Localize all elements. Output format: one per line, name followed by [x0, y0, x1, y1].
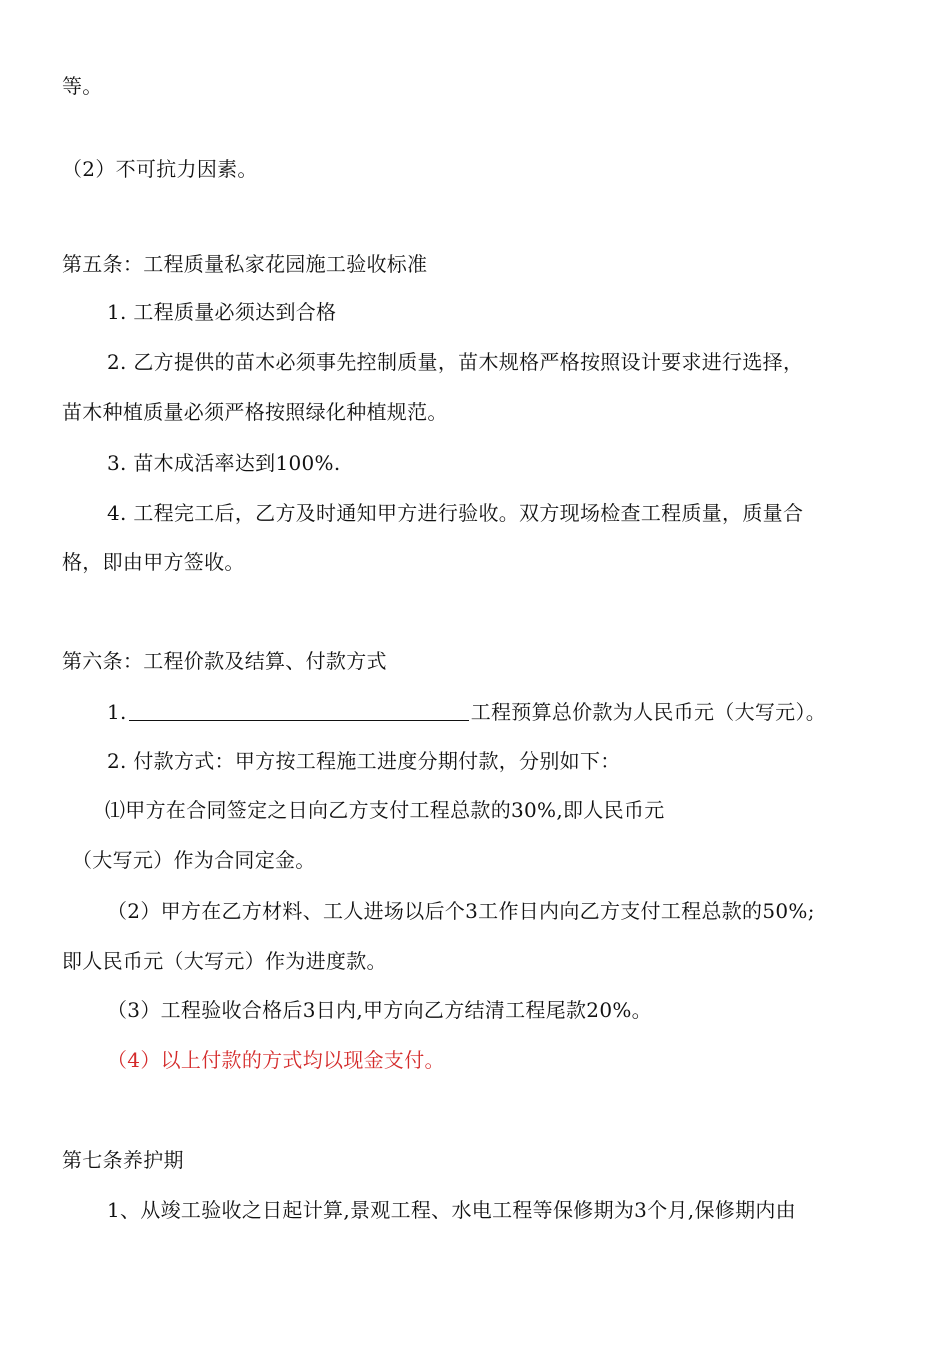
- section-heading-article-7: 第七条养护期: [62, 1148, 184, 1172]
- text-line-6-2: 2. 付款方式：甲方按工程施工进度分期付款，分别如下：: [107, 749, 621, 773]
- text-line-5-3: 3. 苗木成活率达到100%.: [107, 451, 341, 475]
- text-line-5-2: 2. 乙方提供的苗木必须事先控制质量，苗木规格严格按照设计要求进行选择，: [107, 350, 804, 374]
- text-line-6-2-4-highlighted: （4）以上付款的方式均以现金支付。: [107, 1048, 445, 1072]
- text-line-continuation: 等。: [62, 74, 103, 98]
- text-line-5-4-cont: 格，即由甲方签收。: [62, 550, 245, 574]
- text-line-6-1-prefix: 1.: [107, 700, 127, 724]
- text-line-5-1: 1. 工程质量必须达到合格: [107, 300, 337, 324]
- text-line-5-2-cont: 苗木种植质量必须严格按照绿化种植规范。: [62, 400, 448, 424]
- text-line-item-2: （2）不可抗力因素。: [62, 157, 258, 181]
- section-heading-article-6: 第六条：工程价款及结算、付款方式: [62, 649, 387, 673]
- text-line-6-2-1: ⑴甲方在合同签定之日向乙方支付工程总款的30%,即人民币元: [105, 798, 665, 822]
- text-line-6-1-suffix: 工程预算总价款为人民币元（大写元）。: [470, 700, 827, 724]
- fill-in-blank: [129, 700, 469, 721]
- text-line-5-4: 4. 工程完工后，乙方及时通知甲方进行验收。双方现场检查工程质量，质量合: [107, 501, 804, 525]
- text-line-7-1: 1、从竣工验收之日起计算,景观工程、水电工程等保修期为3个月,保修期内由: [107, 1198, 796, 1222]
- text-line-6-2-3: （3）工程验收合格后3日内,甲方向乙方结清工程尾款20%。: [107, 998, 652, 1022]
- text-line-6-2-2-cont: 即人民币元（大写元）作为进度款。: [62, 949, 387, 973]
- text-line-6-2-1-cont: （大写元）作为合同定金。: [72, 848, 316, 872]
- text-line-6-2-2: （2）甲方在乙方材料、工人进场以后个3工作日内向乙方支付工程总款的50%;: [107, 899, 815, 923]
- section-heading-article-5: 第五条：工程质量私家花园施工验收标准: [62, 252, 428, 276]
- text-line-6-1: [107, 698, 826, 726]
